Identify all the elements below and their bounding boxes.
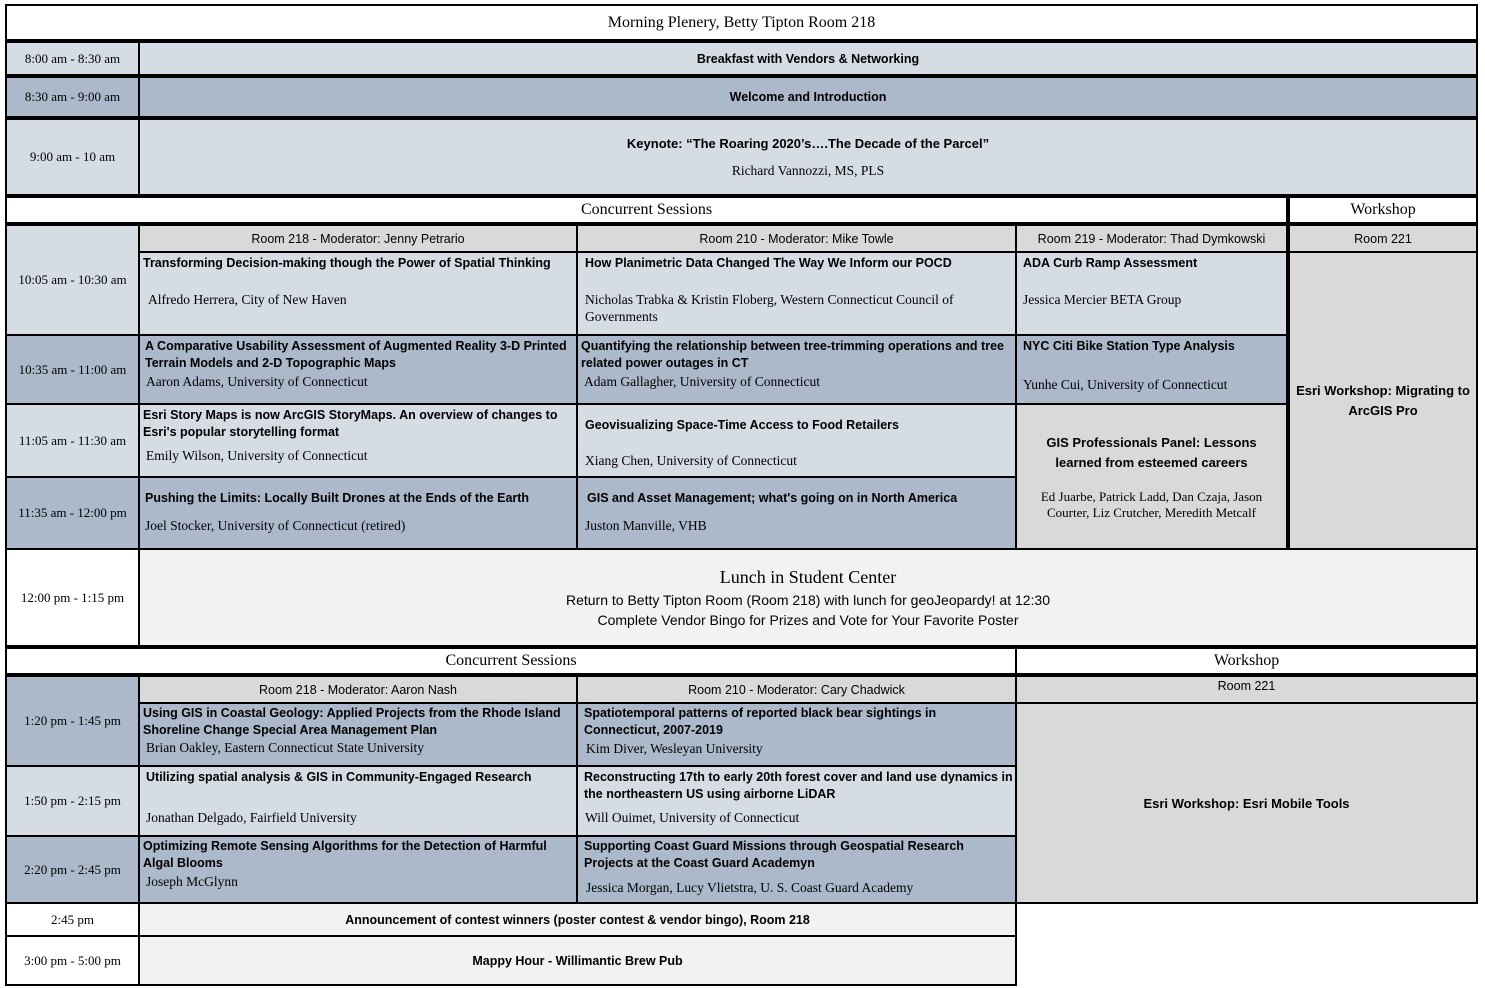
time-slot: 2:45 pm <box>5 902 140 937</box>
session-card: Geovisualizing Space-Time Access to Food Retailers Xiang Chen, University of Connecticut <box>576 403 1017 478</box>
room-210-header: Room 210 - Moderator: Cary Chadwick <box>576 675 1017 704</box>
keynote-title: Keynote: “The Roaring 2020’s….The Decade of the Parcel” <box>626 135 990 151</box>
mappy-hour-event: Mappy Hour - Willimantic Brew Pub <box>138 935 1017 986</box>
time-slot: 1:20 pm - 1:45 pm <box>5 675 140 767</box>
morning-plenary-title: Morning Plenery, Betty Tipton Room 218 <box>607 13 876 31</box>
session-card: ADA Curb Ramp Assessment Jessica Mercier BETA Group <box>1015 251 1288 336</box>
session-card: Quantifying the relationship between tree-trimming operations and tree related power outages in CT Adam Gallagher, University of Connecticut <box>576 334 1017 405</box>
am-concurrent-header: Concurrent Sessions <box>5 196 1288 224</box>
announcement-event: Announcement of contest winners (poster contest & vendor bingo), Room 218 <box>138 902 1017 937</box>
session-card: Pushing the Limits: Locally Built Drones at the Ends of the Earth Joel Stocker, University of Connecticut (retired) <box>138 476 578 550</box>
time-slot: 10:35 am - 11:00 am <box>5 334 140 405</box>
session-card: Transforming Decision-making though the Power of Spatial Thinking Alfredo Herrera, City of New Haven <box>138 251 578 336</box>
panel-session: GIS Professionals Panel: Lessons learned from esteemed careers Ed Juarbe, Patrick Ladd, Dan Czaja, Jason Courter, Liz Crutcher, Meredith Metcalf <box>1015 403 1288 550</box>
session-card: A Comparative Usability Assessment of Augmented Reality 3-D Printed Terrain Models and 2-D Topographic Maps Aaron Adams, University of Connecticut <box>138 334 578 405</box>
time-slot: 1:50 pm - 2:15 pm <box>5 765 140 837</box>
session-card: Spatiotemporal patterns of reported black bear sightings in Connecticut, 2007-2019 Kim Diver, Wesleyan University <box>576 702 1017 767</box>
pm-workshop-header: Workshop <box>1015 647 1478 675</box>
workshop-session: Esri Workshop: Migrating to ArcGIS Pro <box>1288 251 1478 550</box>
lunch-event: Lunch in Student Center Return to Betty Tipton Room (Room 218) with lunch for geoJeopardy! at 12:30 Complete Vendor Bingo for Prizes and Vote for Your Favorite Poster <box>138 548 1478 647</box>
am-workshop-header: Workshop <box>1288 196 1478 224</box>
room-221-header: Room 221 <box>1288 224 1478 253</box>
session-card: How Planimetric Data Changed The Way We Inform our POCD Nicholas Trabka & Kristin Floberg, Western Connecticut Council of Governments <box>576 251 1017 336</box>
room-218-header: Room 218 - Moderator: Aaron Nash <box>138 675 578 704</box>
time-slot: 8:30 am - 9:00 am <box>5 76 140 118</box>
welcome-event: Welcome and Introduction <box>138 76 1478 118</box>
keynote-speaker: Richard Vannozzi, MS, PLS <box>731 162 885 178</box>
morning-plenary-header <box>5 4 1478 41</box>
time-slot: 2:20 pm - 2:45 pm <box>5 835 140 904</box>
time-slot: 9:00 am - 10 am <box>5 118 140 196</box>
session-card: Reconstructing 17th to early 20th forest cover and land use dynamics in the northeastern US using airborne LiDAR Will Ouimet, University of Connecticut <box>576 765 1017 837</box>
session-card: Supporting Coast Guard Missions through Geospatial Research Projects at the Coast Guard Academyn Jessica Morgan, Lucy Vlietstra, U. S. Coast Guard Academy <box>576 835 1017 904</box>
session-card: GIS and Asset Management; what's going on in North America Juston Manville, VHB <box>576 476 1017 550</box>
session-card: Using GIS in Coastal Geology: Applied Projects from the Rhode Island Shoreline Change Special Area Management Plan Brian Oakley, Eastern Connecticut State University <box>138 702 578 767</box>
room-218-header: Room 218 - Moderator: Jenny Petrario <box>138 224 578 253</box>
session-card: Utilizing spatial analysis & GIS in Community-Engaged Research Jonathan Delgado, Fairfield University <box>138 765 578 837</box>
time-slot: 11:35 am - 12:00 pm <box>5 476 140 550</box>
session-card: Esri Story Maps is now ArcGIS StoryMaps. An overview of changes to Esri's popular storytelling format Emily Wilson, University of Connecticut <box>138 403 578 478</box>
keynote-event <box>138 118 1478 196</box>
time-slot: 12:00 pm - 1:15 pm <box>5 548 140 647</box>
room-219-header: Room 219 - Moderator: Thad Dymkowski <box>1015 224 1288 253</box>
session-card: Optimizing Remote Sensing Algorithms for the Detection of Harmful Algal Blooms Joseph McGlynn <box>138 835 578 904</box>
time-slot: 10:05 am - 10:30 am <box>5 224 140 336</box>
time-slot: 3:00 pm - 5:00 pm <box>5 935 140 986</box>
room-210-header: Room 210 - Moderator: Mike Towle <box>576 224 1017 253</box>
room-221-header: Room 221 <box>1015 675 1478 704</box>
time-slot: 11:05 am - 11:30 am <box>5 403 140 478</box>
time-slot: 8:00 am - 8:30 am <box>5 41 140 76</box>
workshop-session: Esri Workshop: Esri Mobile Tools <box>1015 702 1478 904</box>
breakfast-event: Breakfast with Vendors & Networking <box>138 41 1478 76</box>
session-card: NYC Citi Bike Station Type Analysis Yunhe Cui, University of Connecticut <box>1015 334 1288 405</box>
pm-concurrent-header: Concurrent Sessions <box>5 647 1017 675</box>
